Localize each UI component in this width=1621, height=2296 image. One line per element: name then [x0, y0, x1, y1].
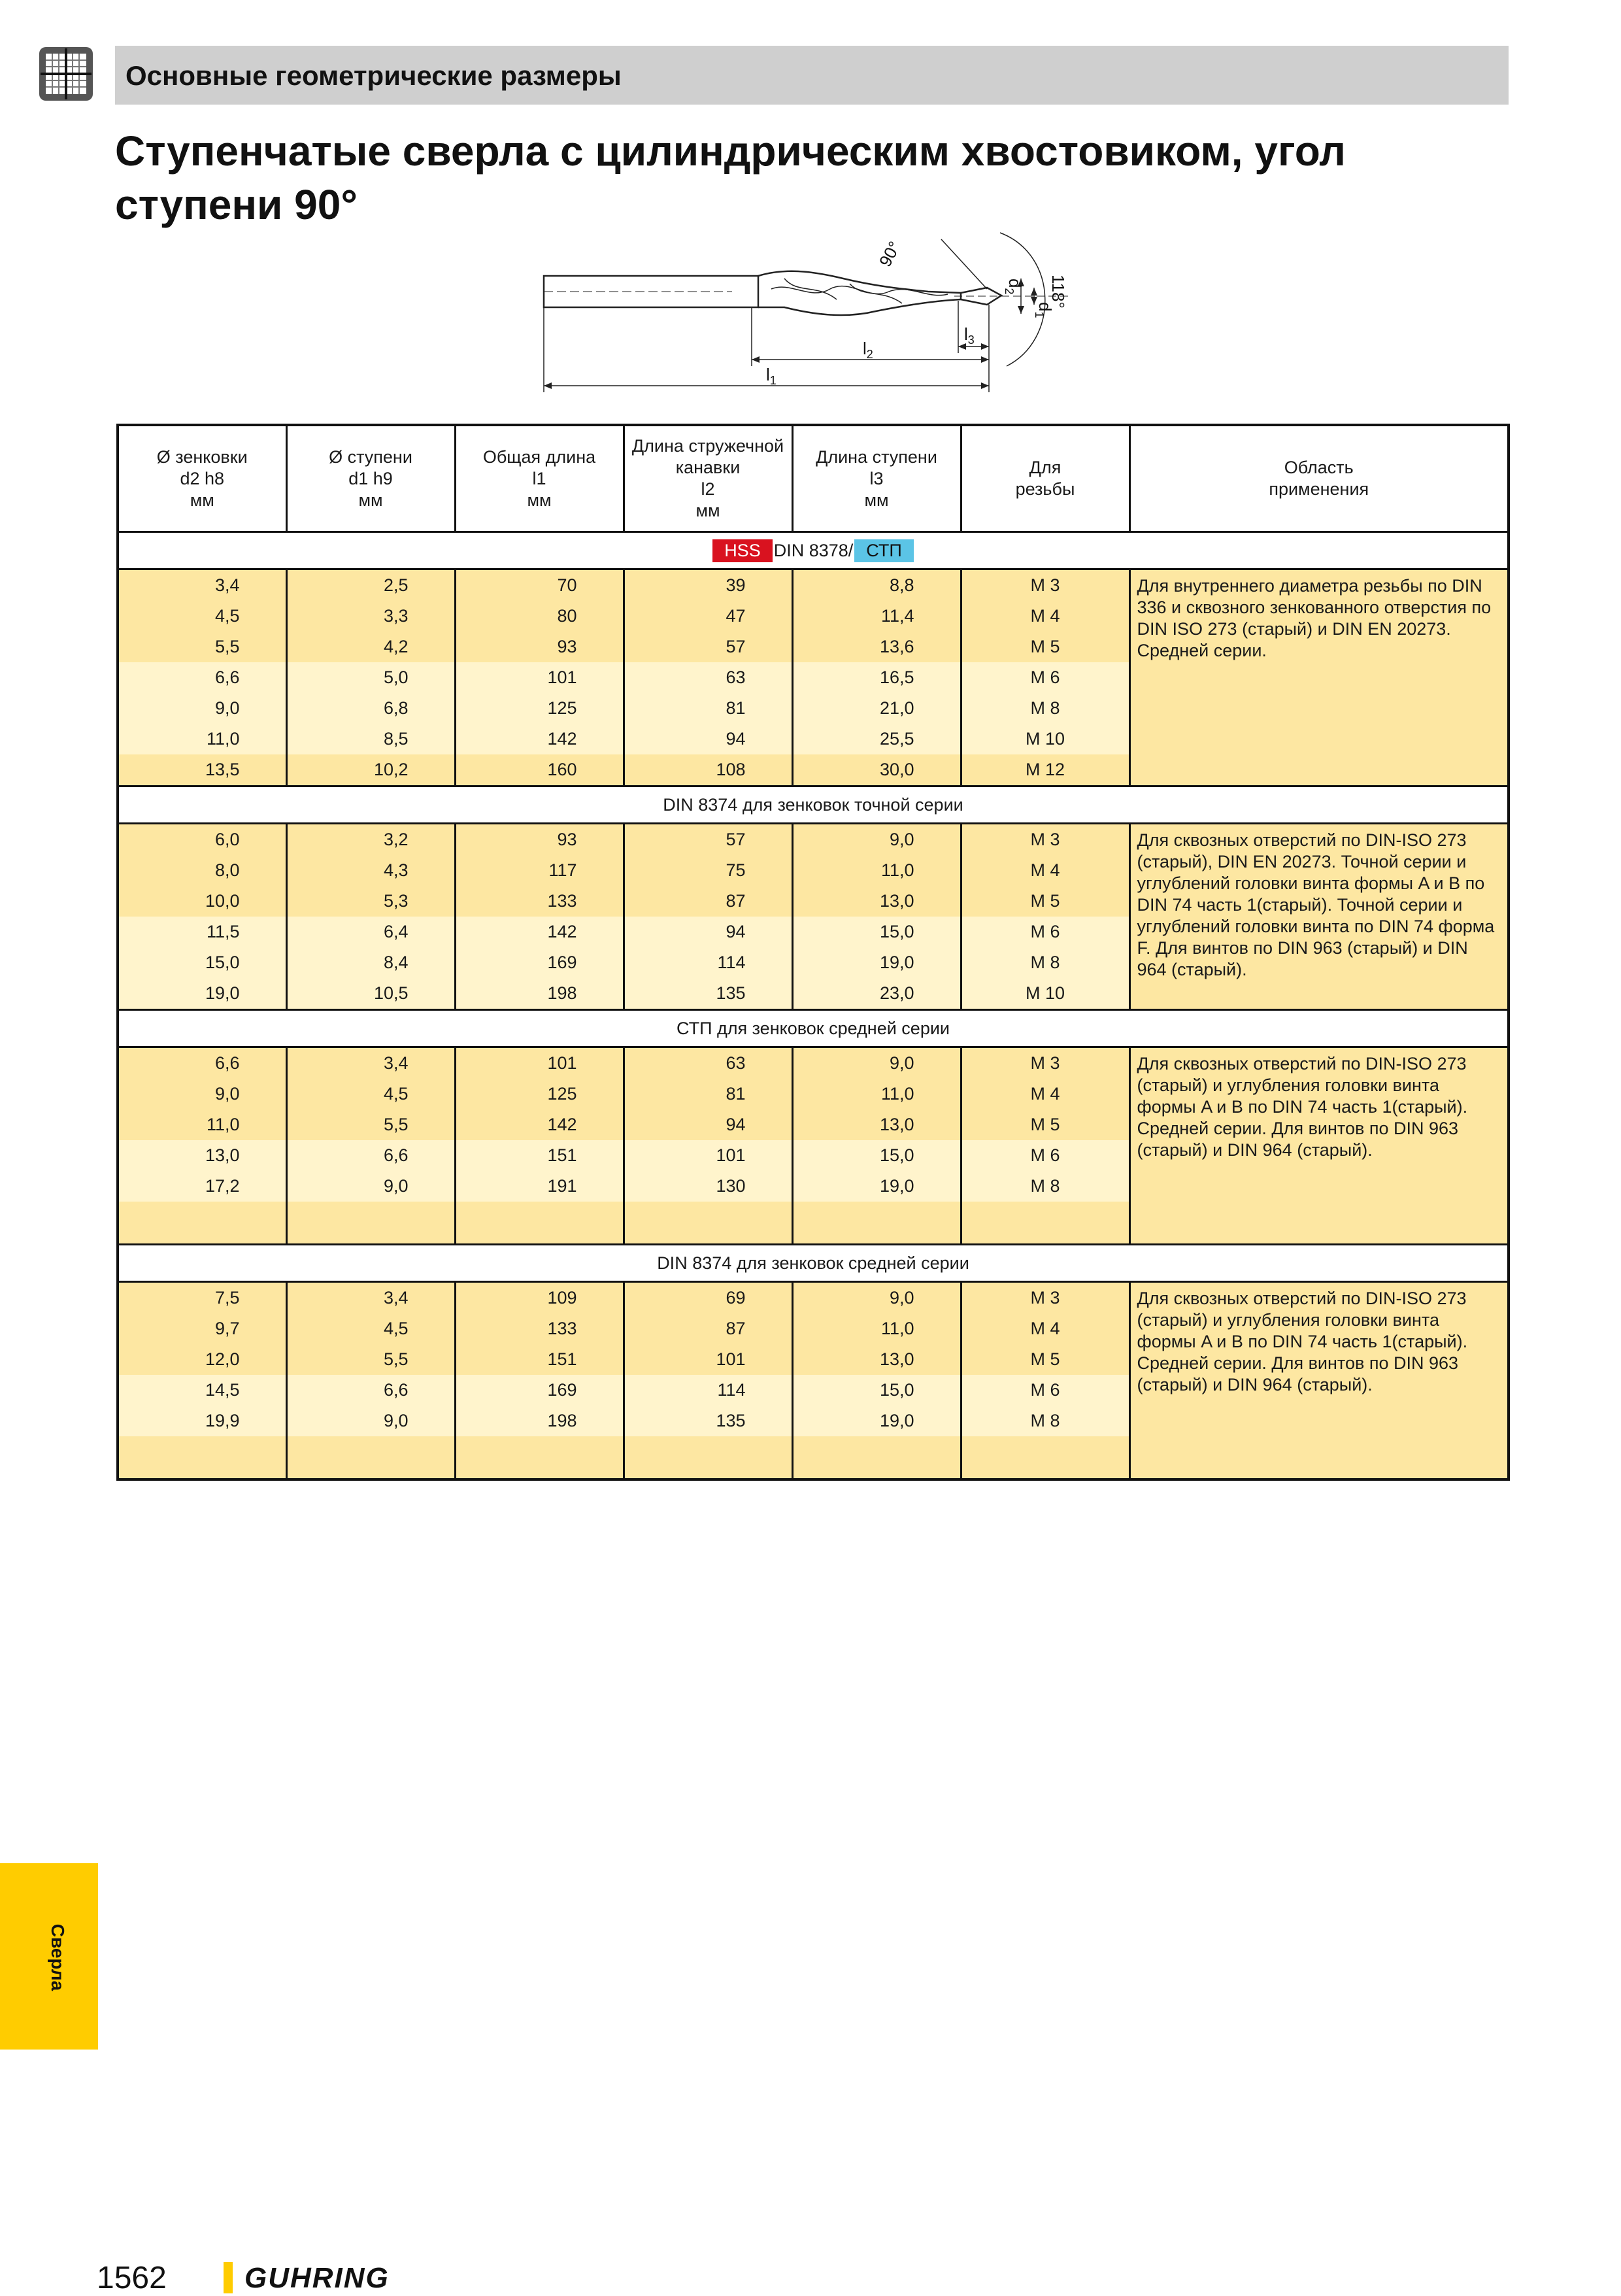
table-cell: 3,4 — [118, 569, 286, 601]
table-cell: 6,0 — [118, 824, 286, 856]
empty-cell — [792, 1202, 961, 1245]
table-cell: 80 — [455, 601, 624, 632]
table-row — [118, 1047, 1509, 1079]
section-title: DIN 8374 для зенковок точной серии — [118, 786, 1509, 824]
table-cell: 9,0 — [792, 1282, 961, 1314]
table-cell: 135 — [624, 978, 792, 1010]
empty-cell — [792, 1436, 961, 1479]
d2-label: d — [1005, 279, 1025, 288]
table-cell: M 3 — [961, 1282, 1129, 1314]
table-cell: 130 — [624, 1171, 792, 1202]
empty-cell — [624, 1202, 792, 1245]
section-title-row — [118, 1010, 1509, 1047]
page-title: Ступенчатые сверла с цилиндрическим хвостовиком, угол ступени 90° — [115, 127, 1346, 228]
table-cell: 4,5 — [118, 601, 286, 632]
table-cell: 7,5 — [118, 1282, 286, 1314]
table-cell: 198 — [455, 978, 624, 1010]
svg-text:l2 — [863, 339, 873, 361]
table-cell: 19,9 — [118, 1406, 286, 1436]
table-cell: 13,0 — [792, 1109, 961, 1140]
table-cell: 11,5 — [118, 917, 286, 947]
table-cell: 12,0 — [118, 1344, 286, 1375]
table-cell: M 3 — [961, 1047, 1129, 1079]
table-cell: 151 — [455, 1344, 624, 1375]
table-cell: 8,5 — [286, 724, 455, 754]
table-cell: 23,0 — [792, 978, 961, 1010]
table-cell: 9,7 — [118, 1313, 286, 1344]
table-cell: 63 — [624, 1047, 792, 1079]
table-cell: M 8 — [961, 693, 1129, 724]
table-cell: 9,0 — [792, 824, 961, 856]
section-title: Основные геометрические размеры — [125, 60, 622, 91]
table-cell: 69 — [624, 1282, 792, 1314]
table-cell: 3,4 — [286, 1282, 455, 1314]
table-cell: 125 — [455, 1079, 624, 1109]
l2-subscript: 2 — [866, 348, 873, 361]
table-cell: 5,5 — [286, 1344, 455, 1375]
col-header-thread: Для резьбы — [961, 425, 1129, 532]
table-cell: 47 — [624, 601, 792, 632]
application-note: Для внутреннего диаметра резьбы по DIN 336 и сквозного зенкованного отверстия по DIN ISO 273 (старый) и DIN EN 20273. Средней серии. — [1129, 569, 1509, 786]
col-header-d1: Ø ступени d1 h9 мм — [286, 425, 455, 532]
d1-subscript: 1 — [1033, 311, 1046, 318]
table-cell: M 5 — [961, 886, 1129, 917]
table-cell: M 4 — [961, 1313, 1129, 1344]
table-cell: 198 — [455, 1406, 624, 1436]
table-cell: 10,2 — [286, 754, 455, 786]
table-cell: M 6 — [961, 1140, 1129, 1171]
table-cell: 135 — [624, 1406, 792, 1436]
table-cell: 5,5 — [286, 1109, 455, 1140]
table-cell: M 6 — [961, 1375, 1129, 1406]
table-cell: 11,4 — [792, 601, 961, 632]
brand-logo: GUHRING — [244, 2262, 390, 2294]
table-cell: 13,0 — [792, 1344, 961, 1375]
table-cell: 169 — [455, 947, 624, 978]
empty-cell — [455, 1436, 624, 1479]
table-cell: 21,0 — [792, 693, 961, 724]
table-cell: 93 — [455, 824, 624, 856]
table-cell: 5,5 — [118, 632, 286, 662]
table-cell: 101 — [624, 1140, 792, 1171]
section-title-row — [118, 786, 1509, 824]
table-cell: 3,4 — [286, 1047, 455, 1079]
table-cell: 8,4 — [286, 947, 455, 978]
table-cell: 5,0 — [286, 662, 455, 693]
table-cell: 101 — [624, 1344, 792, 1375]
table-cell: 142 — [455, 724, 624, 754]
table-cell: 11,0 — [792, 1313, 961, 1344]
hss-badge: HSS — [712, 539, 773, 562]
crosshair-grid-icon — [38, 46, 94, 102]
svg-text:d1 — [1033, 302, 1055, 318]
table-cell: 3,2 — [286, 824, 455, 856]
d2-subscript: 2 — [1003, 288, 1016, 295]
table-cell: 19,0 — [118, 978, 286, 1010]
table-cell: 151 — [455, 1140, 624, 1171]
table-cell: M 6 — [961, 662, 1129, 693]
table-cell: 108 — [624, 754, 792, 786]
table-cell: 6,4 — [286, 917, 455, 947]
table-cell: M 8 — [961, 947, 1129, 978]
table-cell: M 4 — [961, 855, 1129, 886]
table-cell: M 5 — [961, 1109, 1129, 1140]
table-cell: 87 — [624, 886, 792, 917]
table-cell: 25,5 — [792, 724, 961, 754]
table-cell: 10,0 — [118, 886, 286, 917]
table-cell: 133 — [455, 886, 624, 917]
table-cell: 17,2 — [118, 1171, 286, 1202]
section-standard: DIN 8378/ — [773, 540, 854, 560]
application-note: Для сквозных отверстий по DIN-ISO 273 (старый) и углубления головки винта формы A и B по DIN 74 часть 1(старый). Средней серии. Для винтов по DIN 963 (старый) и DIN 964 (старый). — [1129, 1282, 1509, 1480]
d1-label: d — [1035, 302, 1055, 312]
drill-dimensions-table — [116, 424, 1510, 1481]
table-cell: 142 — [455, 917, 624, 947]
table-cell: 11,0 — [118, 1109, 286, 1140]
table-cell: 11,0 — [118, 724, 286, 754]
table-row — [118, 824, 1509, 856]
table-cell: M 4 — [961, 1079, 1129, 1109]
table-cell: 81 — [624, 693, 792, 724]
table-cell: 93 — [455, 632, 624, 662]
col-header-l1: Общая длина l1 мм — [455, 425, 624, 532]
table-cell: 5,3 — [286, 886, 455, 917]
table-cell: 16,5 — [792, 662, 961, 693]
table-cell: 101 — [455, 662, 624, 693]
table-cell: 10,5 — [286, 978, 455, 1010]
application-note: Для сквозных отверстий по DIN-ISO 273 (старый) и углубления головки винта формы A и B по DIN 74 часть 1(старый). Средней серии. Для винтов по DIN 963 (старый) и DIN 964 (старый). — [1129, 1047, 1509, 1245]
svg-text:d2 — [1003, 279, 1025, 294]
empty-cell — [286, 1436, 455, 1479]
empty-cell — [455, 1202, 624, 1245]
footer-accent-bar — [224, 2262, 233, 2293]
empty-cell — [118, 1202, 286, 1245]
table-cell: M 3 — [961, 569, 1129, 601]
table-cell: 15,0 — [118, 947, 286, 978]
table-cell: 6,6 — [286, 1140, 455, 1171]
table-cell: 9,0 — [118, 693, 286, 724]
l3-label: l — [964, 324, 968, 344]
table-cell: 94 — [624, 1109, 792, 1140]
section-title: DIN 8374 для зенковок средней серии — [118, 1245, 1509, 1282]
table-cell: 13,0 — [118, 1140, 286, 1171]
table-cell: 191 — [455, 1171, 624, 1202]
table-cell: 13,0 — [792, 886, 961, 917]
table-cell: 70 — [455, 569, 624, 601]
table-cell: 9,0 — [286, 1171, 455, 1202]
table-cell: 101 — [455, 1047, 624, 1079]
table-cell: 11,0 — [792, 855, 961, 886]
section-title — [118, 532, 1509, 569]
table-cell: 117 — [455, 855, 624, 886]
table-cell: M 8 — [961, 1171, 1129, 1202]
table-cell: 57 — [624, 632, 792, 662]
empty-cell — [961, 1436, 1129, 1479]
table-cell: 114 — [624, 947, 792, 978]
table-cell: 8,8 — [792, 569, 961, 601]
table-cell: 142 — [455, 1109, 624, 1140]
table-cell: 81 — [624, 1079, 792, 1109]
table-cell: 160 — [455, 754, 624, 786]
table-cell: 133 — [455, 1313, 624, 1344]
l2-label: l — [863, 339, 867, 358]
empty-cell — [624, 1436, 792, 1479]
category-side-tab-label: Сверла — [48, 1923, 68, 1991]
application-note: Для сквозных отверстий по DIN-ISO 273 (старый), DIN EN 20273. Точной серии и углублений головки винта формы A и B по DIN 74 часть 1(старый). Точной серии и углублений головки винта по DIN 74 форма F. Для винтов по DIN 963 (старый) и DIN 964 (старый). — [1129, 824, 1509, 1010]
angle-tip-label: 118° — [1048, 275, 1068, 309]
table-cell: 6,6 — [118, 1047, 286, 1079]
table-cell: 30,0 — [792, 754, 961, 786]
table-cell: 19,0 — [792, 1406, 961, 1436]
table-cell: 3,3 — [286, 601, 455, 632]
table-cell: M 4 — [961, 601, 1129, 632]
table-cell: 109 — [455, 1282, 624, 1314]
table-cell: 6,6 — [286, 1375, 455, 1406]
table-cell: M 5 — [961, 632, 1129, 662]
table-cell: 114 — [624, 1375, 792, 1406]
section-title-row — [118, 532, 1509, 569]
l3-subscript: 3 — [967, 333, 975, 346]
angle-step-label: 90° — [875, 238, 905, 270]
table-cell: M 10 — [961, 978, 1129, 1010]
empty-cell — [286, 1202, 455, 1245]
l1-subscript: 1 — [769, 374, 777, 387]
table-row — [118, 1282, 1509, 1314]
table-cell: 9,0 — [286, 1406, 455, 1436]
table-row — [118, 569, 1509, 601]
empty-cell — [961, 1202, 1129, 1245]
table-cell: 6,6 — [118, 662, 286, 693]
table-cell: M 12 — [961, 754, 1129, 786]
col-header-l2: Длина стружечной канавки l2 мм — [624, 425, 792, 532]
empty-cell — [118, 1436, 286, 1479]
stp-badge: СТП — [854, 539, 914, 562]
table-cell: 19,0 — [792, 1171, 961, 1202]
table-cell: 94 — [624, 724, 792, 754]
table-cell: 9,0 — [792, 1047, 961, 1079]
table-cell: M 8 — [961, 1406, 1129, 1436]
svg-text:l3 — [964, 324, 975, 346]
table-cell: M 10 — [961, 724, 1129, 754]
section-title-row — [118, 1245, 1509, 1282]
table-cell: 19,0 — [792, 947, 961, 978]
col-header-application: Область применения — [1129, 425, 1509, 532]
table-cell: 87 — [624, 1313, 792, 1344]
table-cell: M 5 — [961, 1344, 1129, 1375]
table-cell: 4,2 — [286, 632, 455, 662]
step-drill-drawing — [536, 216, 1098, 399]
table-cell: 8,0 — [118, 855, 286, 886]
table-cell: 57 — [624, 824, 792, 856]
table-cell: 94 — [624, 917, 792, 947]
col-header-l3: Длина ступени l3 мм — [792, 425, 961, 532]
table-cell: 6,8 — [286, 693, 455, 724]
table-cell: 14,5 — [118, 1375, 286, 1406]
section-title: СТП для зенковок средней серии — [118, 1010, 1509, 1047]
table-cell: M 3 — [961, 824, 1129, 856]
table-cell: 11,0 — [792, 1079, 961, 1109]
header-row — [118, 425, 1509, 532]
table-cell: 39 — [624, 569, 792, 601]
l1-label: l — [766, 365, 770, 384]
table-cell: 13,6 — [792, 632, 961, 662]
table-cell: 75 — [624, 855, 792, 886]
table-cell: 13,5 — [118, 754, 286, 786]
table-cell: 169 — [455, 1375, 624, 1406]
table-cell: 2,5 — [286, 569, 455, 601]
table-cell: 9,0 — [118, 1079, 286, 1109]
col-header-d2: Ø зенковки d2 h8 мм — [118, 425, 286, 532]
page-number: 1562 — [97, 2261, 167, 2295]
table-cell: 4,3 — [286, 855, 455, 886]
table-cell: 63 — [624, 662, 792, 693]
table-cell: M 6 — [961, 917, 1129, 947]
table-cell: 15,0 — [792, 1140, 961, 1171]
table-cell: 4,5 — [286, 1079, 455, 1109]
table-cell: 125 — [455, 693, 624, 724]
table-cell: 4,5 — [286, 1313, 455, 1344]
table-cell: 15,0 — [792, 917, 961, 947]
svg-text:l1 — [766, 365, 777, 387]
table-cell: 15,0 — [792, 1375, 961, 1406]
